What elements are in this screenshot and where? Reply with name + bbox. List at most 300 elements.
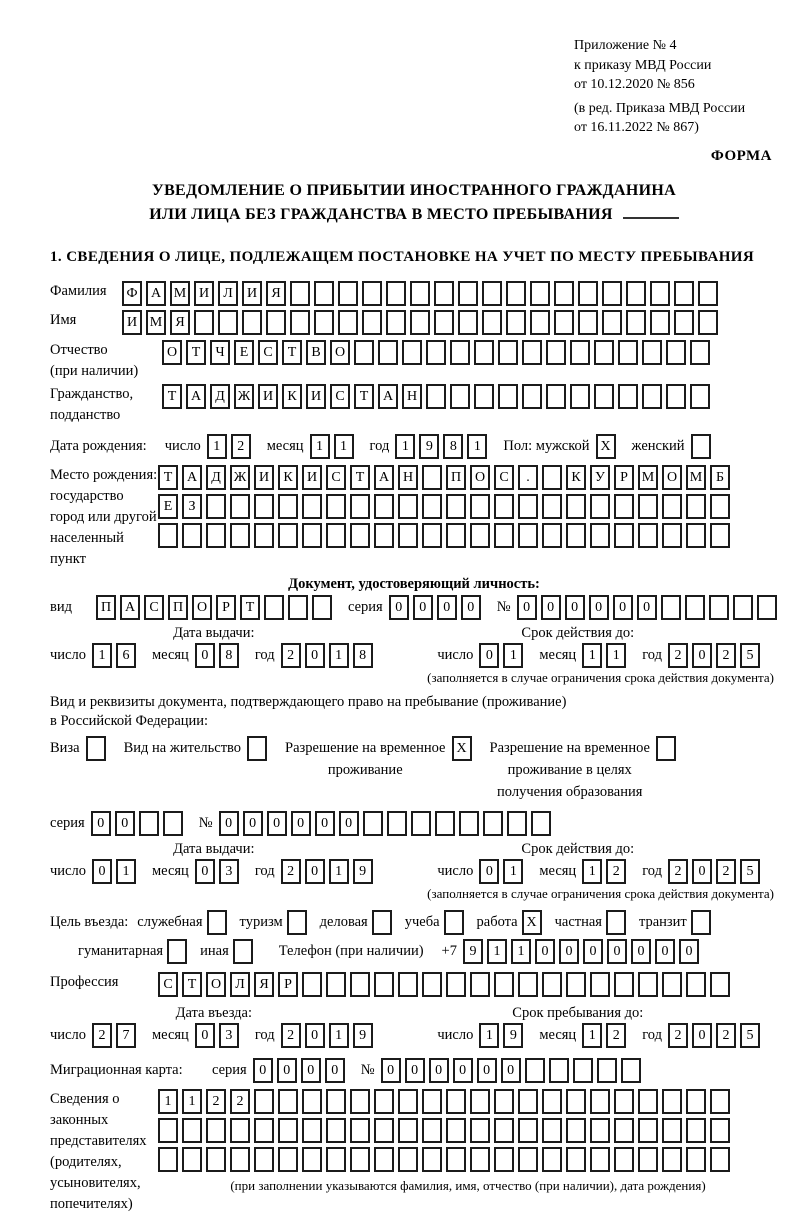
profession-char-cell[interactable] <box>566 972 586 997</box>
representatives-char-cell[interactable] <box>158 1147 178 1172</box>
representatives-char-cell[interactable] <box>182 1147 202 1172</box>
representatives-char-cell[interactable] <box>638 1147 658 1172</box>
valid-year-cell[interactable]: 0 <box>692 643 712 668</box>
representatives-char-cell[interactable] <box>566 1147 586 1172</box>
representatives-char-cell[interactable] <box>422 1118 442 1143</box>
doc-series-digit-cell[interactable]: 0 <box>461 595 481 620</box>
representatives-char-cell[interactable] <box>422 1089 442 1114</box>
profession-char-cell[interactable]: О <box>206 972 226 997</box>
doc-type-char-cell[interactable]: О <box>192 595 212 620</box>
given-name-char-cell[interactable] <box>698 310 718 335</box>
profession-char-cell[interactable]: Р <box>278 972 298 997</box>
birth-place-char-cell[interactable] <box>422 494 442 519</box>
birth-place-char-cell[interactable]: Ж <box>230 465 250 490</box>
surname-char-cell[interactable] <box>530 281 550 306</box>
doc-number-digit-cell[interactable]: 0 <box>565 595 585 620</box>
surname-char-cell[interactable]: Ф <box>122 281 142 306</box>
birth-place-char-cell[interactable]: А <box>182 465 202 490</box>
residence-series-digit-cell[interactable]: 0 <box>115 811 135 836</box>
representatives-char-cell[interactable] <box>422 1147 442 1172</box>
profession-char-cell[interactable] <box>326 972 346 997</box>
given-name-char-cell[interactable] <box>530 310 550 335</box>
given-name-char-cell[interactable] <box>458 310 478 335</box>
birth-place-char-cell[interactable] <box>254 523 274 548</box>
birth-place-char-cell[interactable] <box>614 523 634 548</box>
given-name-char-cell[interactable] <box>266 310 286 335</box>
profession-char-cell[interactable] <box>710 972 730 997</box>
profession-char-cell[interactable]: Т <box>182 972 202 997</box>
birth-place-char-cell[interactable]: Д <box>206 465 226 490</box>
birth-place-char-cell[interactable] <box>494 523 514 548</box>
birth-place-char-cell[interactable] <box>422 465 442 490</box>
patronymic-char-cell[interactable] <box>690 340 710 365</box>
birth-place-char-cell[interactable]: Т <box>350 465 370 490</box>
birth-place-char-cell[interactable]: П <box>446 465 466 490</box>
representatives-char-cell[interactable] <box>494 1118 514 1143</box>
citizenship-char-cell[interactable] <box>450 384 470 409</box>
profession-char-cell[interactable] <box>590 972 610 997</box>
birth-place-char-cell[interactable] <box>182 523 202 548</box>
entry-year-cell[interactable]: 9 <box>353 1023 373 1048</box>
purpose-study-checkbox[interactable] <box>444 910 464 935</box>
birth-place-char-cell[interactable] <box>230 523 250 548</box>
phone-digit-cell[interactable]: 0 <box>535 939 555 964</box>
representatives-char-cell[interactable]: 1 <box>182 1089 202 1114</box>
valid-day-cell[interactable]: 0 <box>479 859 499 884</box>
patronymic-char-cell[interactable] <box>450 340 470 365</box>
birth-day-cell[interactable]: 2 <box>231 434 251 459</box>
valid-year-cell[interactable]: 5 <box>740 859 760 884</box>
valid-year-cell[interactable]: 2 <box>668 859 688 884</box>
citizenship-char-cell[interactable] <box>474 384 494 409</box>
entry-day-cell[interactable]: 2 <box>92 1023 112 1048</box>
birth-place-char-cell[interactable] <box>638 494 658 519</box>
representatives-char-cell[interactable] <box>206 1118 226 1143</box>
given-name-char-cell[interactable] <box>314 310 334 335</box>
surname-char-cell[interactable]: Л <box>218 281 238 306</box>
birth-place-char-cell[interactable]: И <box>254 465 274 490</box>
issue-year-cell[interactable]: 2 <box>281 643 301 668</box>
representatives-char-cell[interactable] <box>638 1089 658 1114</box>
purpose-humanitarian-checkbox[interactable] <box>167 939 187 964</box>
surname-char-cell[interactable] <box>578 281 598 306</box>
phone-digit-cell[interactable]: 0 <box>583 939 603 964</box>
issue-day-cell[interactable]: 1 <box>116 859 136 884</box>
birth-place-char-cell[interactable] <box>206 523 226 548</box>
citizenship-char-cell[interactable]: С <box>330 384 350 409</box>
stay-month-cell[interactable]: 1 <box>582 1023 602 1048</box>
stay-year-cell[interactable]: 0 <box>692 1023 712 1048</box>
citizenship-char-cell[interactable]: Ж <box>234 384 254 409</box>
doc-type-char-cell[interactable]: П <box>168 595 188 620</box>
birth-place-char-cell[interactable] <box>686 494 706 519</box>
valid-month-cell[interactable]: 1 <box>606 643 626 668</box>
doc-series-digit-cell[interactable]: 0 <box>413 595 433 620</box>
representatives-char-cell[interactable] <box>518 1118 538 1143</box>
citizenship-char-cell[interactable] <box>690 384 710 409</box>
representatives-char-cell[interactable] <box>302 1089 322 1114</box>
given-name-char-cell[interactable] <box>410 310 430 335</box>
representatives-char-cell[interactable] <box>206 1147 226 1172</box>
doc-number-digit-cell[interactable] <box>733 595 753 620</box>
profession-char-cell[interactable] <box>470 972 490 997</box>
surname-char-cell[interactable] <box>698 281 718 306</box>
citizenship-char-cell[interactable] <box>594 384 614 409</box>
birth-place-char-cell[interactable] <box>374 523 394 548</box>
citizenship-char-cell[interactable]: Т <box>354 384 374 409</box>
profession-char-cell[interactable] <box>374 972 394 997</box>
representatives-char-cell[interactable] <box>590 1089 610 1114</box>
birth-place-char-cell[interactable]: О <box>470 465 490 490</box>
profession-char-cell[interactable] <box>638 972 658 997</box>
birth-place-char-cell[interactable]: Б <box>710 465 730 490</box>
surname-char-cell[interactable]: Я <box>266 281 286 306</box>
citizenship-char-cell[interactable] <box>642 384 662 409</box>
given-name-char-cell[interactable] <box>650 310 670 335</box>
migration-series-digit-cell[interactable]: 0 <box>325 1058 345 1083</box>
purpose-other-checkbox[interactable] <box>233 939 253 964</box>
patronymic-char-cell[interactable] <box>666 340 686 365</box>
surname-char-cell[interactable] <box>482 281 502 306</box>
representatives-char-cell[interactable] <box>254 1089 274 1114</box>
representatives-char-cell[interactable] <box>326 1089 346 1114</box>
residence-number-digit-cell[interactable]: 0 <box>243 811 263 836</box>
birth-year-cell[interactable]: 8 <box>443 434 463 459</box>
birth-place-char-cell[interactable] <box>518 494 538 519</box>
birth-place-char-cell[interactable] <box>206 494 226 519</box>
birth-place-char-cell[interactable]: А <box>374 465 394 490</box>
representatives-char-cell[interactable] <box>614 1089 634 1114</box>
residence-number-digit-cell[interactable]: 0 <box>339 811 359 836</box>
representatives-char-cell[interactable] <box>590 1118 610 1143</box>
doc-type-char-cell[interactable]: Р <box>216 595 236 620</box>
birth-place-char-cell[interactable] <box>614 494 634 519</box>
stay-year-cell[interactable]: 2 <box>668 1023 688 1048</box>
profession-char-cell[interactable]: Я <box>254 972 274 997</box>
birth-place-char-cell[interactable] <box>254 494 274 519</box>
surname-char-cell[interactable] <box>290 281 310 306</box>
visa-checkbox[interactable] <box>86 736 106 761</box>
doc-series-digit-cell[interactable]: 0 <box>389 595 409 620</box>
birth-place-char-cell[interactable] <box>494 494 514 519</box>
phone-digit-cell[interactable]: 0 <box>679 939 699 964</box>
surname-char-cell[interactable] <box>314 281 334 306</box>
representatives-char-cell[interactable] <box>398 1089 418 1114</box>
patronymic-char-cell[interactable]: О <box>330 340 350 365</box>
birth-place-char-cell[interactable]: Т <box>158 465 178 490</box>
birth-place-char-cell[interactable]: И <box>302 465 322 490</box>
representatives-char-cell[interactable] <box>686 1089 706 1114</box>
residence-number-digit-cell[interactable] <box>531 811 551 836</box>
given-name-char-cell[interactable] <box>362 310 382 335</box>
birth-place-char-cell[interactable] <box>278 494 298 519</box>
patronymic-char-cell[interactable] <box>594 340 614 365</box>
doc-type-char-cell[interactable] <box>264 595 284 620</box>
birth-place-char-cell[interactable] <box>326 494 346 519</box>
citizenship-char-cell[interactable] <box>546 384 566 409</box>
issue-month-cell[interactable]: 3 <box>219 859 239 884</box>
citizenship-char-cell[interactable]: И <box>306 384 326 409</box>
representatives-char-cell[interactable] <box>542 1089 562 1114</box>
purpose-private-checkbox[interactable] <box>606 910 626 935</box>
profession-char-cell[interactable] <box>446 972 466 997</box>
female-checkbox[interactable] <box>691 434 711 459</box>
representatives-char-cell[interactable] <box>230 1118 250 1143</box>
representatives-char-cell[interactable] <box>686 1118 706 1143</box>
patronymic-char-cell[interactable] <box>474 340 494 365</box>
birth-place-char-cell[interactable] <box>590 523 610 548</box>
birth-year-cell[interactable]: 1 <box>467 434 487 459</box>
birth-place-char-cell[interactable] <box>278 523 298 548</box>
stay-month-cell[interactable]: 2 <box>606 1023 626 1048</box>
representatives-char-cell[interactable] <box>302 1118 322 1143</box>
representatives-char-cell[interactable] <box>398 1118 418 1143</box>
representatives-char-cell[interactable] <box>278 1147 298 1172</box>
citizenship-char-cell[interactable] <box>498 384 518 409</box>
doc-type-char-cell[interactable]: С <box>144 595 164 620</box>
entry-month-cell[interactable]: 3 <box>219 1023 239 1048</box>
representatives-char-cell[interactable] <box>158 1118 178 1143</box>
birth-year-cell[interactable]: 9 <box>419 434 439 459</box>
representatives-char-cell[interactable] <box>542 1147 562 1172</box>
entry-day-cell[interactable]: 7 <box>116 1023 136 1048</box>
birth-place-char-cell[interactable] <box>350 494 370 519</box>
valid-day-cell[interactable]: 1 <box>503 859 523 884</box>
surname-char-cell[interactable] <box>458 281 478 306</box>
given-name-char-cell[interactable] <box>290 310 310 335</box>
patronymic-char-cell[interactable] <box>570 340 590 365</box>
birth-place-char-cell[interactable]: . <box>518 465 538 490</box>
migration-number-digit-cell[interactable] <box>621 1058 641 1083</box>
migration-number-digit-cell[interactable]: 0 <box>405 1058 425 1083</box>
profession-char-cell[interactable] <box>494 972 514 997</box>
patronymic-char-cell[interactable] <box>354 340 374 365</box>
residence-number-digit-cell[interactable] <box>435 811 455 836</box>
representatives-char-cell[interactable] <box>662 1147 682 1172</box>
citizenship-char-cell[interactable]: А <box>378 384 398 409</box>
residence-number-digit-cell[interactable]: 0 <box>315 811 335 836</box>
doc-number-digit-cell[interactable] <box>661 595 681 620</box>
doc-number-digit-cell[interactable]: 0 <box>613 595 633 620</box>
surname-char-cell[interactable] <box>338 281 358 306</box>
phone-digit-cell[interactable]: 0 <box>655 939 675 964</box>
birth-place-char-cell[interactable] <box>350 523 370 548</box>
issue-year-cell[interactable]: 1 <box>329 859 349 884</box>
migration-number-digit-cell[interactable]: 0 <box>381 1058 401 1083</box>
entry-month-cell[interactable]: 0 <box>195 1023 215 1048</box>
valid-year-cell[interactable]: 0 <box>692 859 712 884</box>
phone-digit-cell[interactable]: 0 <box>607 939 627 964</box>
patronymic-char-cell[interactable]: О <box>162 340 182 365</box>
birth-place-char-cell[interactable] <box>422 523 442 548</box>
purpose-work-checkbox[interactable]: X <box>522 910 542 935</box>
profession-char-cell[interactable] <box>542 972 562 997</box>
profession-char-cell[interactable] <box>350 972 370 997</box>
representatives-char-cell[interactable] <box>590 1147 610 1172</box>
entry-year-cell[interactable]: 1 <box>329 1023 349 1048</box>
temp-residence-permit-checkbox[interactable]: X <box>452 736 472 761</box>
representatives-char-cell[interactable] <box>662 1118 682 1143</box>
citizenship-char-cell[interactable]: И <box>258 384 278 409</box>
valid-year-cell[interactable]: 2 <box>716 643 736 668</box>
doc-type-char-cell[interactable]: П <box>96 595 116 620</box>
representatives-char-cell[interactable] <box>662 1089 682 1114</box>
profession-char-cell[interactable] <box>518 972 538 997</box>
issue-month-cell[interactable]: 0 <box>195 859 215 884</box>
representatives-char-cell[interactable] <box>710 1118 730 1143</box>
surname-char-cell[interactable]: М <box>170 281 190 306</box>
birth-place-char-cell[interactable]: С <box>494 465 514 490</box>
phone-digit-cell[interactable]: 1 <box>487 939 507 964</box>
issue-year-cell[interactable]: 8 <box>353 643 373 668</box>
residence-number-digit-cell[interactable]: 0 <box>291 811 311 836</box>
surname-char-cell[interactable] <box>434 281 454 306</box>
phone-digit-cell[interactable]: 1 <box>511 939 531 964</box>
profession-char-cell[interactable] <box>422 972 442 997</box>
birth-place-char-cell[interactable]: З <box>182 494 202 519</box>
birth-place-char-cell[interactable]: О <box>662 465 682 490</box>
patronymic-char-cell[interactable]: В <box>306 340 326 365</box>
purpose-official-checkbox[interactable] <box>207 910 227 935</box>
issue-year-cell[interactable]: 2 <box>281 859 301 884</box>
patronymic-char-cell[interactable]: Е <box>234 340 254 365</box>
patronymic-char-cell[interactable] <box>498 340 518 365</box>
patronymic-char-cell[interactable] <box>402 340 422 365</box>
birth-place-char-cell[interactable]: Е <box>158 494 178 519</box>
valid-month-cell[interactable]: 2 <box>606 859 626 884</box>
birth-place-char-cell[interactable] <box>542 465 562 490</box>
representatives-char-cell[interactable] <box>470 1147 490 1172</box>
residence-number-digit-cell[interactable] <box>411 811 431 836</box>
stay-year-cell[interactable]: 2 <box>716 1023 736 1048</box>
representatives-char-cell[interactable] <box>326 1118 346 1143</box>
issue-year-cell[interactable]: 1 <box>329 643 349 668</box>
representatives-char-cell[interactable] <box>254 1147 274 1172</box>
patronymic-char-cell[interactable]: С <box>258 340 278 365</box>
birth-place-char-cell[interactable] <box>638 523 658 548</box>
residence-permit-checkbox[interactable] <box>247 736 267 761</box>
birth-place-char-cell[interactable] <box>470 523 490 548</box>
birth-place-char-cell[interactable] <box>662 494 682 519</box>
patronymic-char-cell[interactable] <box>426 340 446 365</box>
stay-year-cell[interactable]: 5 <box>740 1023 760 1048</box>
residence-number-digit-cell[interactable] <box>483 811 503 836</box>
surname-char-cell[interactable] <box>506 281 526 306</box>
citizenship-char-cell[interactable] <box>426 384 446 409</box>
birth-place-char-cell[interactable] <box>686 523 706 548</box>
citizenship-char-cell[interactable]: К <box>282 384 302 409</box>
birth-place-char-cell[interactable] <box>302 494 322 519</box>
doc-number-digit-cell[interactable] <box>709 595 729 620</box>
given-name-char-cell[interactable] <box>602 310 622 335</box>
issue-year-cell[interactable]: 9 <box>353 859 373 884</box>
issue-month-cell[interactable]: 8 <box>219 643 239 668</box>
patronymic-char-cell[interactable]: Ч <box>210 340 230 365</box>
doc-series-digit-cell[interactable]: 0 <box>437 595 457 620</box>
birth-place-char-cell[interactable] <box>326 523 346 548</box>
birth-place-char-cell[interactable]: Р <box>614 465 634 490</box>
migration-number-digit-cell[interactable]: 0 <box>429 1058 449 1083</box>
phone-digit-cell[interactable]: 0 <box>631 939 651 964</box>
issue-day-cell[interactable]: 0 <box>92 859 112 884</box>
representatives-char-cell[interactable] <box>710 1147 730 1172</box>
birth-place-char-cell[interactable] <box>398 494 418 519</box>
residence-number-digit-cell[interactable] <box>507 811 527 836</box>
representatives-char-cell[interactable] <box>374 1147 394 1172</box>
representatives-char-cell[interactable] <box>374 1118 394 1143</box>
birth-place-char-cell[interactable]: С <box>326 465 346 490</box>
representatives-char-cell[interactable] <box>710 1089 730 1114</box>
residence-series-digit-cell[interactable] <box>139 811 159 836</box>
given-name-char-cell[interactable]: М <box>146 310 166 335</box>
profession-char-cell[interactable]: Л <box>230 972 250 997</box>
surname-char-cell[interactable]: И <box>194 281 214 306</box>
phone-digit-cell[interactable]: 0 <box>559 939 579 964</box>
surname-char-cell[interactable] <box>410 281 430 306</box>
migration-series-digit-cell[interactable]: 0 <box>277 1058 297 1083</box>
male-checkbox[interactable]: X <box>596 434 616 459</box>
representatives-char-cell[interactable] <box>254 1118 274 1143</box>
representatives-char-cell[interactable] <box>302 1147 322 1172</box>
stay-day-cell[interactable]: 1 <box>479 1023 499 1048</box>
surname-char-cell[interactable]: А <box>146 281 166 306</box>
representatives-char-cell[interactable] <box>446 1147 466 1172</box>
citizenship-char-cell[interactable]: Н <box>402 384 422 409</box>
birth-place-char-cell[interactable] <box>542 494 562 519</box>
stay-day-cell[interactable]: 9 <box>503 1023 523 1048</box>
birth-place-char-cell[interactable] <box>518 523 538 548</box>
valid-year-cell[interactable]: 2 <box>668 643 688 668</box>
representatives-char-cell[interactable] <box>182 1118 202 1143</box>
citizenship-char-cell[interactable] <box>618 384 638 409</box>
birth-place-char-cell[interactable] <box>158 523 178 548</box>
doc-type-char-cell[interactable] <box>288 595 308 620</box>
representatives-char-cell[interactable] <box>614 1147 634 1172</box>
birth-day-cell[interactable]: 1 <box>207 434 227 459</box>
issue-day-cell[interactable]: 6 <box>116 643 136 668</box>
patronymic-char-cell[interactable] <box>618 340 638 365</box>
residence-series-digit-cell[interactable]: 0 <box>91 811 111 836</box>
given-name-char-cell[interactable]: Я <box>170 310 190 335</box>
doc-type-char-cell[interactable]: Т <box>240 595 260 620</box>
birth-place-char-cell[interactable] <box>302 523 322 548</box>
representatives-char-cell[interactable] <box>446 1118 466 1143</box>
birth-place-char-cell[interactable]: У <box>590 465 610 490</box>
valid-day-cell[interactable]: 0 <box>479 643 499 668</box>
citizenship-char-cell[interactable]: А <box>186 384 206 409</box>
birth-place-char-cell[interactable] <box>470 494 490 519</box>
purpose-business-checkbox[interactable] <box>372 910 392 935</box>
representatives-char-cell[interactable] <box>278 1089 298 1114</box>
representatives-char-cell[interactable] <box>278 1118 298 1143</box>
patronymic-char-cell[interactable] <box>522 340 542 365</box>
birth-place-char-cell[interactable] <box>662 523 682 548</box>
birth-place-char-cell[interactable] <box>710 523 730 548</box>
given-name-char-cell[interactable] <box>218 310 238 335</box>
birth-place-char-cell[interactable] <box>710 494 730 519</box>
given-name-char-cell[interactable] <box>338 310 358 335</box>
citizenship-char-cell[interactable] <box>522 384 542 409</box>
surname-char-cell[interactable] <box>674 281 694 306</box>
valid-month-cell[interactable]: 1 <box>582 859 602 884</box>
issue-year-cell[interactable]: 0 <box>305 859 325 884</box>
valid-month-cell[interactable]: 1 <box>582 643 602 668</box>
surname-char-cell[interactable] <box>602 281 622 306</box>
citizenship-char-cell[interactable]: Т <box>162 384 182 409</box>
migration-number-digit-cell[interactable] <box>597 1058 617 1083</box>
doc-number-digit-cell[interactable]: 0 <box>517 595 537 620</box>
valid-year-cell[interactable]: 2 <box>716 859 736 884</box>
